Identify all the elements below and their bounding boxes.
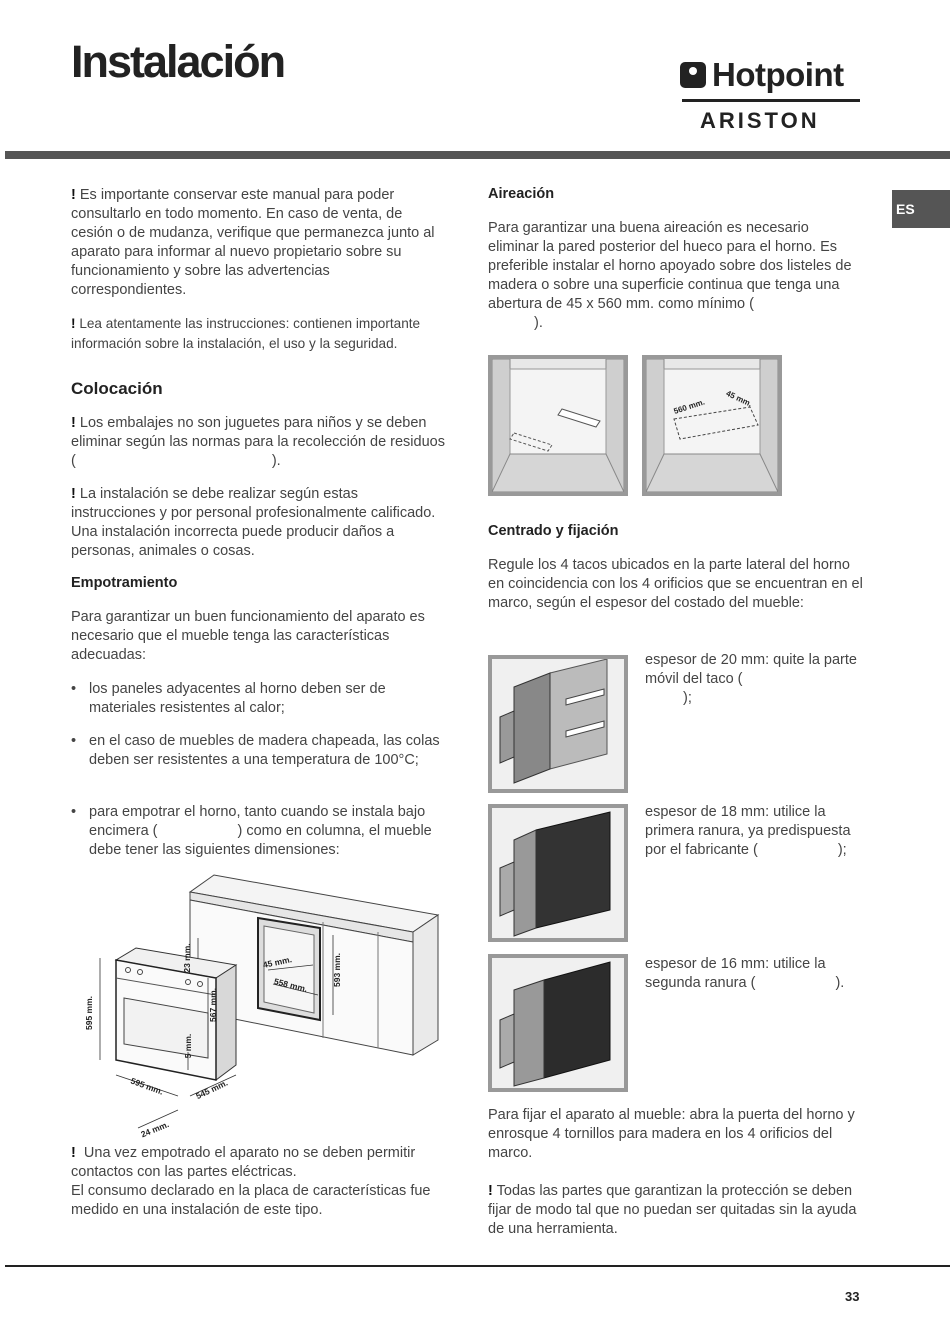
colocacion-paragraph-1: ! Los embalajes no son juguetes para niños y se deben eliminar según las normas para la recolección de residuos ( ). [71, 415, 445, 469]
page-title: Instalación [71, 36, 285, 87]
fixing-figure-16mm [488, 954, 628, 1092]
dim-label: 558 mm. [273, 976, 309, 995]
fix-step-18mm: espesor de 18 mm: utilice la primera ranura, ya predispuesta por el fabricante ( ); [645, 804, 851, 858]
logo-brand: Hotpoint [712, 56, 844, 93]
page-number: 33 [845, 1289, 860, 1304]
aireacion-paragraph: Para garantizar una buena aireación es necesario eliminar la pared posterior del hueco para el horno. Es preferible instalar el horno apoyado sobre dos listeles de madera o sobre una superficie continua que tenga una abertura de 45 x 560 mm. como mínimo ( ). [488, 220, 852, 331]
fixing-figure-18mm [488, 804, 628, 942]
fixing-figure-20mm [488, 655, 628, 793]
empotramiento-paragraph: Para garantizar un buen funcionamiento del aparato es necesario que el mueble tenga las características adecuadas: [71, 609, 425, 663]
intro-paragraph-2: ! Lea atentamente las instrucciones: contienen importante información sobre la instalación, el uso y la seguridad. [71, 316, 421, 351]
bullet-dot: • [71, 804, 77, 820]
dim-label: 545 mm. [194, 1077, 230, 1102]
dim-label: 24 mm. [139, 1119, 171, 1140]
dim-label: 5 mm. [183, 1033, 193, 1059]
bullet-dot: • [71, 681, 77, 697]
ventilation-figure-1 [488, 355, 628, 496]
installation-dimensions-diagram [78, 870, 448, 1145]
header-divider [5, 151, 950, 159]
dim-label: 23 mm. [182, 943, 192, 973]
centrado-paragraph: Regule los 4 tacos ubicados en la parte lateral del horno en coincidencia con los 4 orificios que se encuentran en el marco, según el espesor del costado del mueble: [488, 557, 863, 611]
list-item: • para empotrar el horno, tanto cuando se instala bajo encimera ( ) como en columna, el mueble debe tener las siguientes dimensiones: [71, 804, 432, 858]
language-tab: ES [892, 190, 950, 228]
list-item: • en el caso de muebles de madera chapeada, las colas deben ser resistentes a una temperatura de 100°C; [71, 733, 440, 768]
dim-label: 567 mm. [208, 987, 218, 1023]
hotpoint-ariston-logo [680, 56, 862, 136]
empotramiento-title: Empotramiento [71, 575, 178, 591]
section-colocacion-title: Colocación [71, 379, 163, 398]
logo-sub: ARISTON [700, 108, 820, 133]
dim-label: 595 mm. [129, 1075, 165, 1097]
proteccion-paragraph: ! Todas las partes que garantizan la protección se deben fijar de modo tal que no puedan ser quitadas sin la ayuda de una herramienta. [488, 1183, 857, 1237]
bullet-dot: • [71, 733, 77, 749]
dim-label: 595 mm. [84, 995, 94, 1031]
fix-step-16mm: espesor de 16 mm: utilice la segunda ranura ( ). [645, 956, 845, 991]
footer-divider [5, 1265, 950, 1267]
fix-step-20mm: espesor de 20 mm: quite la parte móvil del taco ( ); [645, 652, 857, 706]
vent-dim-label: 45 mm. [724, 388, 754, 409]
list-item: • los paneles adyacentes al horno deben ser de materiales resistentes al calor; [71, 681, 386, 716]
vent-dim-label: 560 mm. [672, 397, 706, 416]
dim-label: 45 mm. [262, 954, 293, 971]
fijar-paragraph: Para fijar el aparato al mueble: abra la puerta del horno y enrosque 4 tornillos para madera en los 4 orificios del marco. [488, 1107, 855, 1161]
aireacion-title: Aireación [488, 186, 555, 202]
final-paragraph: ! Una vez empotrado el aparato no se deben permitir contactos con las partes eléctricas. El consumo declarado en la placa de características fue medido en una instalación de este tipo. [71, 1145, 431, 1218]
colocacion-paragraph-2: ! La instalación se debe realizar según estas instrucciones y por personal profesionalmente calificado. Una instalación incorrecta puede producir daños a personas, animales o cosas. [71, 486, 436, 559]
logo-mark-icon [680, 62, 706, 88]
centrado-title: Centrado y fijación [488, 523, 619, 539]
logo-rule [682, 99, 860, 102]
ventilation-figure-2 [642, 355, 782, 496]
dim-label: 593 mm. [332, 952, 342, 988]
intro-paragraph-1: ! Es importante conservar este manual para poder consultarlo en todo momento. En caso de venta, de cesión o de mudanza, verifique que permanezca junto al aparato para informar al nuevo propietario sobre su funcionamiento y sobre las advertencias correspondientes. [71, 187, 435, 298]
